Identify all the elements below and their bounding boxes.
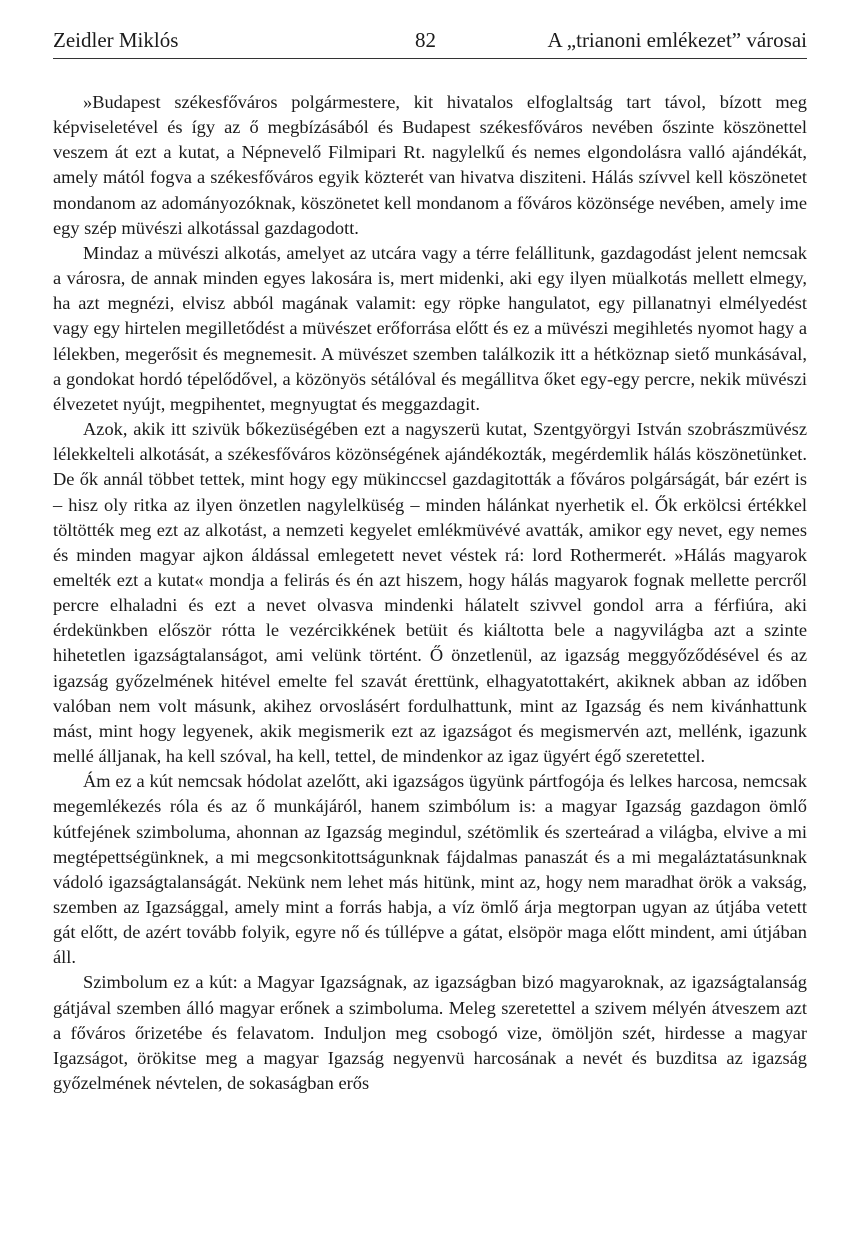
paragraph-5: Szimbolum ez a kút: a Magyar Igazságnak, az igazságban bizó magyaroknak, az igazságtalanság gátjával szemben álló magyar erőnek a szimboluma. Meleg szeretettel a szivem mélyén átveszem azt a főváros őrizetébe és felavatom. Induljon meg csobogó vize, ömöljön szét, hirdesse a magyar Igazságot, örökitse meg a magyar Igazság negyenvü harcosának a nevét és buzditsa az igazság győzelmének névtelen, de sokaságban erős: [53, 972, 807, 1094]
header-author: Zeidler Miklós: [53, 28, 179, 52]
running-header: [53, 22, 807, 59]
book-page: [53, 22, 807, 1096]
paragraph-3: Azok, akik itt szivük bőkezüségében ezt a nagyszerü kutat, Szentgyörgyi István szobrászmüvész lélekkelteli alkotását, a székesfőváros közönségének ajándékozták, megérdemlik hálás köszönetünket. De ők annál többet tettek, mint hogy egy mükinccsel gazdagitották a főváros polgárságát, bár ezért is – hisz oly ritka az ilyen önzetlen nagylelküség – minden hálánkat nyerhetik el. Ők erkölcsi értékkel töltötték meg ezt az alkotást, a nemzeti kegyelet emlékmüvévé avatták, amikor egy nevet, egy nemes és minden magyar ajkon áldással emlegetett nevet véstek rá: lord Rothermerét. »Hálás magyarok emelték ezt a kutat« mondja a felirás és én azt hiszem, hogy hálás magyarok fognak mellette percről percre elhaladni és ezt a nevet olvasva mindenki hálatelt szivvel gondol arra a férfiúra, aki érdekünkben először rótta le vezércikkének betüit és kiáltotta bele a nagyvilágba azt a szinte hihetetlen igazságtalanságot, ami velünk történt. Ő önzetlenül, az igazság meggyőződésével és az igazság győzelmének hitével emelte fel szavát érettünk, elhagyatottakért, akiknek abban az időben valóban nem volt másunk, akihez orvoslásért fordulhattunk, mint az Igazság és nem kivánhattunk mást, mint hogy legyenek, akik megismerik ezt az igazságot és megismervén azt, mellénk, igazunk mellé álljanak, ha kell szóval, ha kell, tettel, de mindenkor az igaz ügyért égő szeretettel.: [53, 419, 807, 767]
paragraph-1: »Budapest székesfőváros polgármestere, kit hivatalos elfoglaltság tart távol, bízott meg képviseletével és így az ő megbízásából és Budapest székesfőváros nevében őszinte köszönettel veszem át ezt a kutat, a Népnevelő Filmipari Rt. nagylelkű és nemes elgondolásra valló ajándékát, amely mától fogva a székesfőváros egyik közterét van hivatva disziteni. Hálás szívvel kell köszönetet mondanom az adományozóknak, köszönetet kell mondanom a főváros közönsége nevében, amely ime egy szép müvészi alkotással gazdagodott.: [53, 92, 807, 238]
paragraph-2: Mindaz a müvészi alkotás, amelyet az utcára vagy a térre felállitunk, gazdagodást jelent nemcsak a városra, de annak minden egyes lakosára is, mert midenki, aki egy ilyen müalkotás mellett elmegy, ha azt megnézi, elvisz abból magának valamit: egy röpke hangulatot, egy pillanatnyi elmélyedést vagy egy hirtelen megilletődést a müvészet erőforrása előtt és ez a müvészi megihletés nyomot hagy a lélekben, megerősit és megnemesit. A müvészet szemben találkozik itt a hétköznap siető munkásával, a gondokat hordó tépelődővel, a közönyös sétálóval és megállitva őket egy-egy percre, nekik müvészi élvezetet nyújt, megpihentet, megnyugtat és meggazdagit.: [53, 242, 807, 414]
paragraph-4: Ám ez a kút nemcsak hódolat azelőtt, aki igazságos ügyünk pártfogója és lelkes harcosa, nemcsak megemlékezés róla és az ő munkájáról, hanem szimbólum is: a magyar Igazság gazdagon ömlő kútfejének szimboluma, ahonnan az Igazság megindul, szétömlik és szerteárad a világba, elvive a mi megtépettségünknek, a mi megcsonkitottságunknak fájdalmas panaszát és a mi megaláztatásunknak vádoló igazságtalanságát. Nekünk nem lehet más hitünk, mint az, hogy nem maradhat örök a vakság, szemben az Igazsággal, amely mint a forrás habja, a víz ömlő árja megtorpan ugyan az útjába vetett gát előtt, de azért tovább folyik, egyre nő és túllépve a gátat, elsöpör maga előtt mindent, ami útjában áll.: [53, 771, 807, 968]
page-number: 82: [415, 28, 436, 52]
body-text: [53, 90, 807, 1096]
header-book-title: A „trianoni emlékezet” városai: [547, 28, 807, 52]
